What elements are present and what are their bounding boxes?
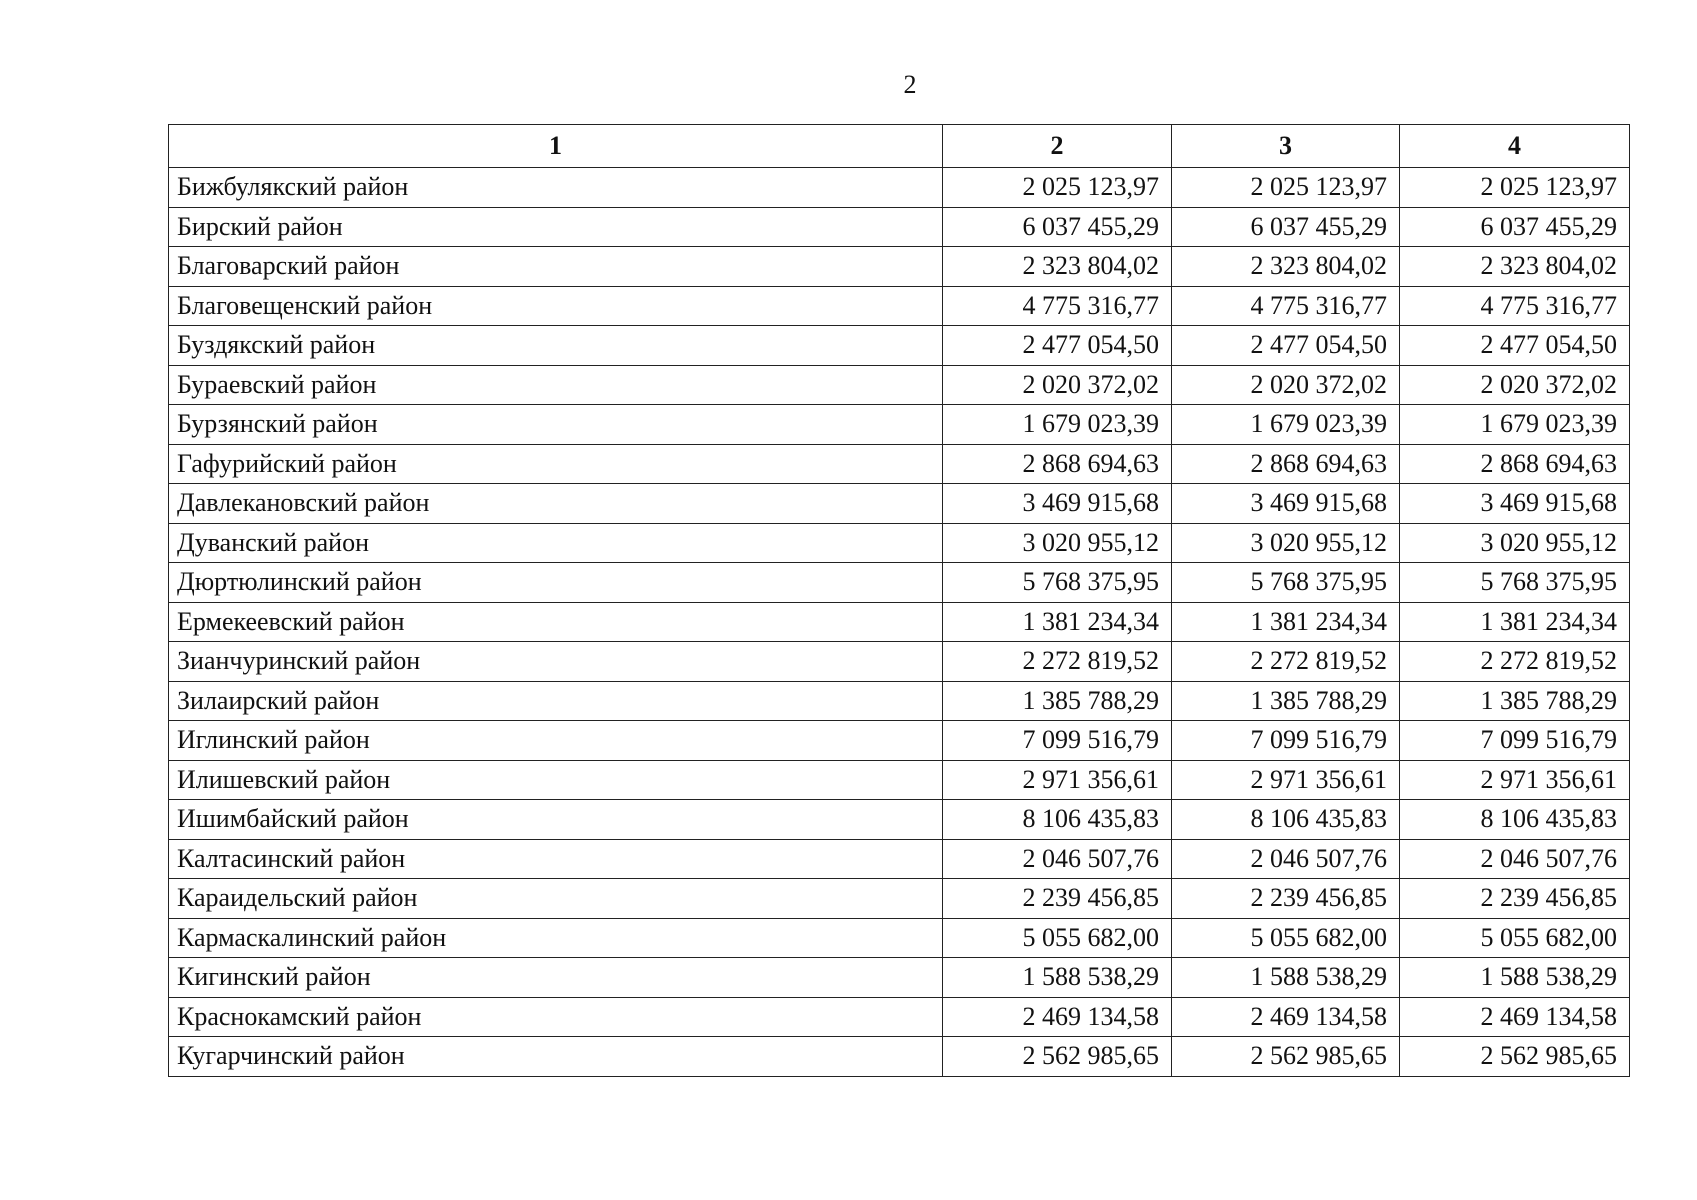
- amount-cell: 5 055 682,00: [1400, 918, 1630, 958]
- amount-cell: 1 679 023,39: [943, 405, 1172, 445]
- amount-cell: 2 272 819,52: [943, 642, 1172, 682]
- district-name-cell: Ишимбайский район: [169, 800, 943, 840]
- district-name-cell: Бураевский район: [169, 365, 943, 405]
- table-row: [169, 207, 1630, 247]
- amount-cell: 1 679 023,39: [1172, 405, 1400, 445]
- amount-cell: 2 272 819,52: [1400, 642, 1630, 682]
- table-row: [169, 365, 1630, 405]
- district-name-cell: Илишевский район: [169, 760, 943, 800]
- amount-cell: 2 971 356,61: [943, 760, 1172, 800]
- district-name-cell: Дюртюлинский район: [169, 563, 943, 603]
- district-name-cell: Кугарчинский район: [169, 1037, 943, 1077]
- amount-cell: 3 020 955,12: [943, 523, 1172, 563]
- amount-cell: 3 469 915,68: [1172, 484, 1400, 524]
- table-row: [169, 523, 1630, 563]
- amount-cell: 1 588 538,29: [1172, 958, 1400, 998]
- amount-cell: 5 768 375,95: [1172, 563, 1400, 603]
- district-name-cell: Дуванский район: [169, 523, 943, 563]
- amount-cell: 2 239 456,85: [1172, 879, 1400, 919]
- amount-cell: 2 272 819,52: [1172, 642, 1400, 682]
- amount-cell: 2 562 985,65: [1400, 1037, 1630, 1077]
- table-row: [169, 800, 1630, 840]
- table-row: [169, 958, 1630, 998]
- amount-cell: 3 469 915,68: [943, 484, 1172, 524]
- amount-cell: 2 025 123,97: [1400, 168, 1630, 208]
- amount-cell: 4 775 316,77: [1172, 286, 1400, 326]
- column-header: 4: [1400, 125, 1630, 168]
- district-name-cell: Краснокамский район: [169, 997, 943, 1037]
- district-name-cell: Гафурийский район: [169, 444, 943, 484]
- amount-cell: 2 323 804,02: [943, 247, 1172, 287]
- district-name-cell: Бурзянский район: [169, 405, 943, 445]
- table-row: [169, 642, 1630, 682]
- district-name-cell: Кармаскалинский район: [169, 918, 943, 958]
- amount-cell: 6 037 455,29: [943, 207, 1172, 247]
- amount-cell: 6 037 455,29: [1400, 207, 1630, 247]
- amount-cell: 2 046 507,76: [1172, 839, 1400, 879]
- amount-cell: 2 239 456,85: [1400, 879, 1630, 919]
- amount-cell: 2 020 372,02: [1400, 365, 1630, 405]
- table-row: [169, 405, 1630, 445]
- table-row: [169, 879, 1630, 919]
- amount-cell: 1 385 788,29: [943, 681, 1172, 721]
- amount-cell: 2 020 372,02: [943, 365, 1172, 405]
- district-name-cell: Зианчуринский район: [169, 642, 943, 682]
- amount-cell: 2 025 123,97: [943, 168, 1172, 208]
- amount-cell: 2 477 054,50: [1172, 326, 1400, 366]
- amount-cell: 2 562 985,65: [943, 1037, 1172, 1077]
- district-name-cell: Ермекеевский район: [169, 602, 943, 642]
- amount-cell: 2 868 694,63: [943, 444, 1172, 484]
- table-row: [169, 1037, 1630, 1077]
- amount-cell: 2 323 804,02: [1400, 247, 1630, 287]
- table-row: [169, 839, 1630, 879]
- amount-cell: 2 469 134,58: [1172, 997, 1400, 1037]
- data-table: [168, 124, 1630, 1077]
- amount-cell: 2 868 694,63: [1172, 444, 1400, 484]
- amount-cell: 2 971 356,61: [1400, 760, 1630, 800]
- amount-cell: 2 323 804,02: [1172, 247, 1400, 287]
- page-number: 2: [903, 70, 917, 99]
- amount-cell: 1 588 538,29: [943, 958, 1172, 998]
- amount-cell: 7 099 516,79: [1172, 721, 1400, 761]
- amount-cell: 3 469 915,68: [1400, 484, 1630, 524]
- district-name-cell: Кигинский район: [169, 958, 943, 998]
- district-name-cell: Бижбулякский район: [169, 168, 943, 208]
- amount-cell: 6 037 455,29: [1172, 207, 1400, 247]
- amount-cell: 1 679 023,39: [1400, 405, 1630, 445]
- amount-cell: 2 469 134,58: [943, 997, 1172, 1037]
- table-header: [169, 125, 1630, 168]
- table-row: [169, 721, 1630, 761]
- table-row: [169, 997, 1630, 1037]
- amount-cell: 5 055 682,00: [1172, 918, 1400, 958]
- district-name-cell: Зилаирский район: [169, 681, 943, 721]
- district-name-cell: Калтасинский район: [169, 839, 943, 879]
- table-row: [169, 563, 1630, 603]
- column-header: 3: [1172, 125, 1400, 168]
- amount-cell: 5 055 682,00: [943, 918, 1172, 958]
- amount-cell: 2 020 372,02: [1172, 365, 1400, 405]
- amount-cell: 5 768 375,95: [1400, 563, 1630, 603]
- amount-cell: 2 025 123,97: [1172, 168, 1400, 208]
- amount-cell: 2 469 134,58: [1400, 997, 1630, 1037]
- amount-cell: 2 971 356,61: [1172, 760, 1400, 800]
- amount-cell: 8 106 435,83: [943, 800, 1172, 840]
- amount-cell: 2 477 054,50: [1400, 326, 1630, 366]
- amount-cell: 2 562 985,65: [1172, 1037, 1400, 1077]
- amount-cell: 2 239 456,85: [943, 879, 1172, 919]
- amount-cell: 8 106 435,83: [1400, 800, 1630, 840]
- amount-cell: 8 106 435,83: [1172, 800, 1400, 840]
- amount-cell: 1 588 538,29: [1400, 958, 1630, 998]
- table-row: [169, 681, 1630, 721]
- amount-cell: 5 768 375,95: [943, 563, 1172, 603]
- amount-cell: 7 099 516,79: [943, 721, 1172, 761]
- amount-cell: 4 775 316,77: [943, 286, 1172, 326]
- table-row: [169, 326, 1630, 366]
- amount-cell: 1 381 234,34: [1400, 602, 1630, 642]
- amount-cell: 1 381 234,34: [1172, 602, 1400, 642]
- district-name-cell: Давлекановский район: [169, 484, 943, 524]
- table-row: [169, 484, 1630, 524]
- district-name-cell: Караидельский район: [169, 879, 943, 919]
- header-row: [169, 125, 1630, 168]
- table-row: [169, 602, 1630, 642]
- amount-cell: 7 099 516,79: [1400, 721, 1630, 761]
- amount-cell: 1 385 788,29: [1400, 681, 1630, 721]
- amount-cell: 1 385 788,29: [1172, 681, 1400, 721]
- district-name-cell: Благоварский район: [169, 247, 943, 287]
- amount-cell: 2 868 694,63: [1400, 444, 1630, 484]
- amount-cell: 1 381 234,34: [943, 602, 1172, 642]
- column-header: 2: [943, 125, 1172, 168]
- column-header: 1: [169, 125, 943, 168]
- table-row: [169, 444, 1630, 484]
- table-row: [169, 760, 1630, 800]
- amount-cell: 3 020 955,12: [1400, 523, 1630, 563]
- table-row: [169, 918, 1630, 958]
- table-row: [169, 247, 1630, 287]
- amount-cell: 3 020 955,12: [1172, 523, 1400, 563]
- district-name-cell: Буздякский район: [169, 326, 943, 366]
- table-row: [169, 286, 1630, 326]
- amount-cell: 2 477 054,50: [943, 326, 1172, 366]
- table-row: [169, 168, 1630, 208]
- district-name-cell: Бирский район: [169, 207, 943, 247]
- amount-cell: 2 046 507,76: [943, 839, 1172, 879]
- table-body: [169, 168, 1630, 1077]
- amount-cell: 4 775 316,77: [1400, 286, 1630, 326]
- district-name-cell: Иглинский район: [169, 721, 943, 761]
- amount-cell: 2 046 507,76: [1400, 839, 1630, 879]
- district-name-cell: Благовещенский район: [169, 286, 943, 326]
